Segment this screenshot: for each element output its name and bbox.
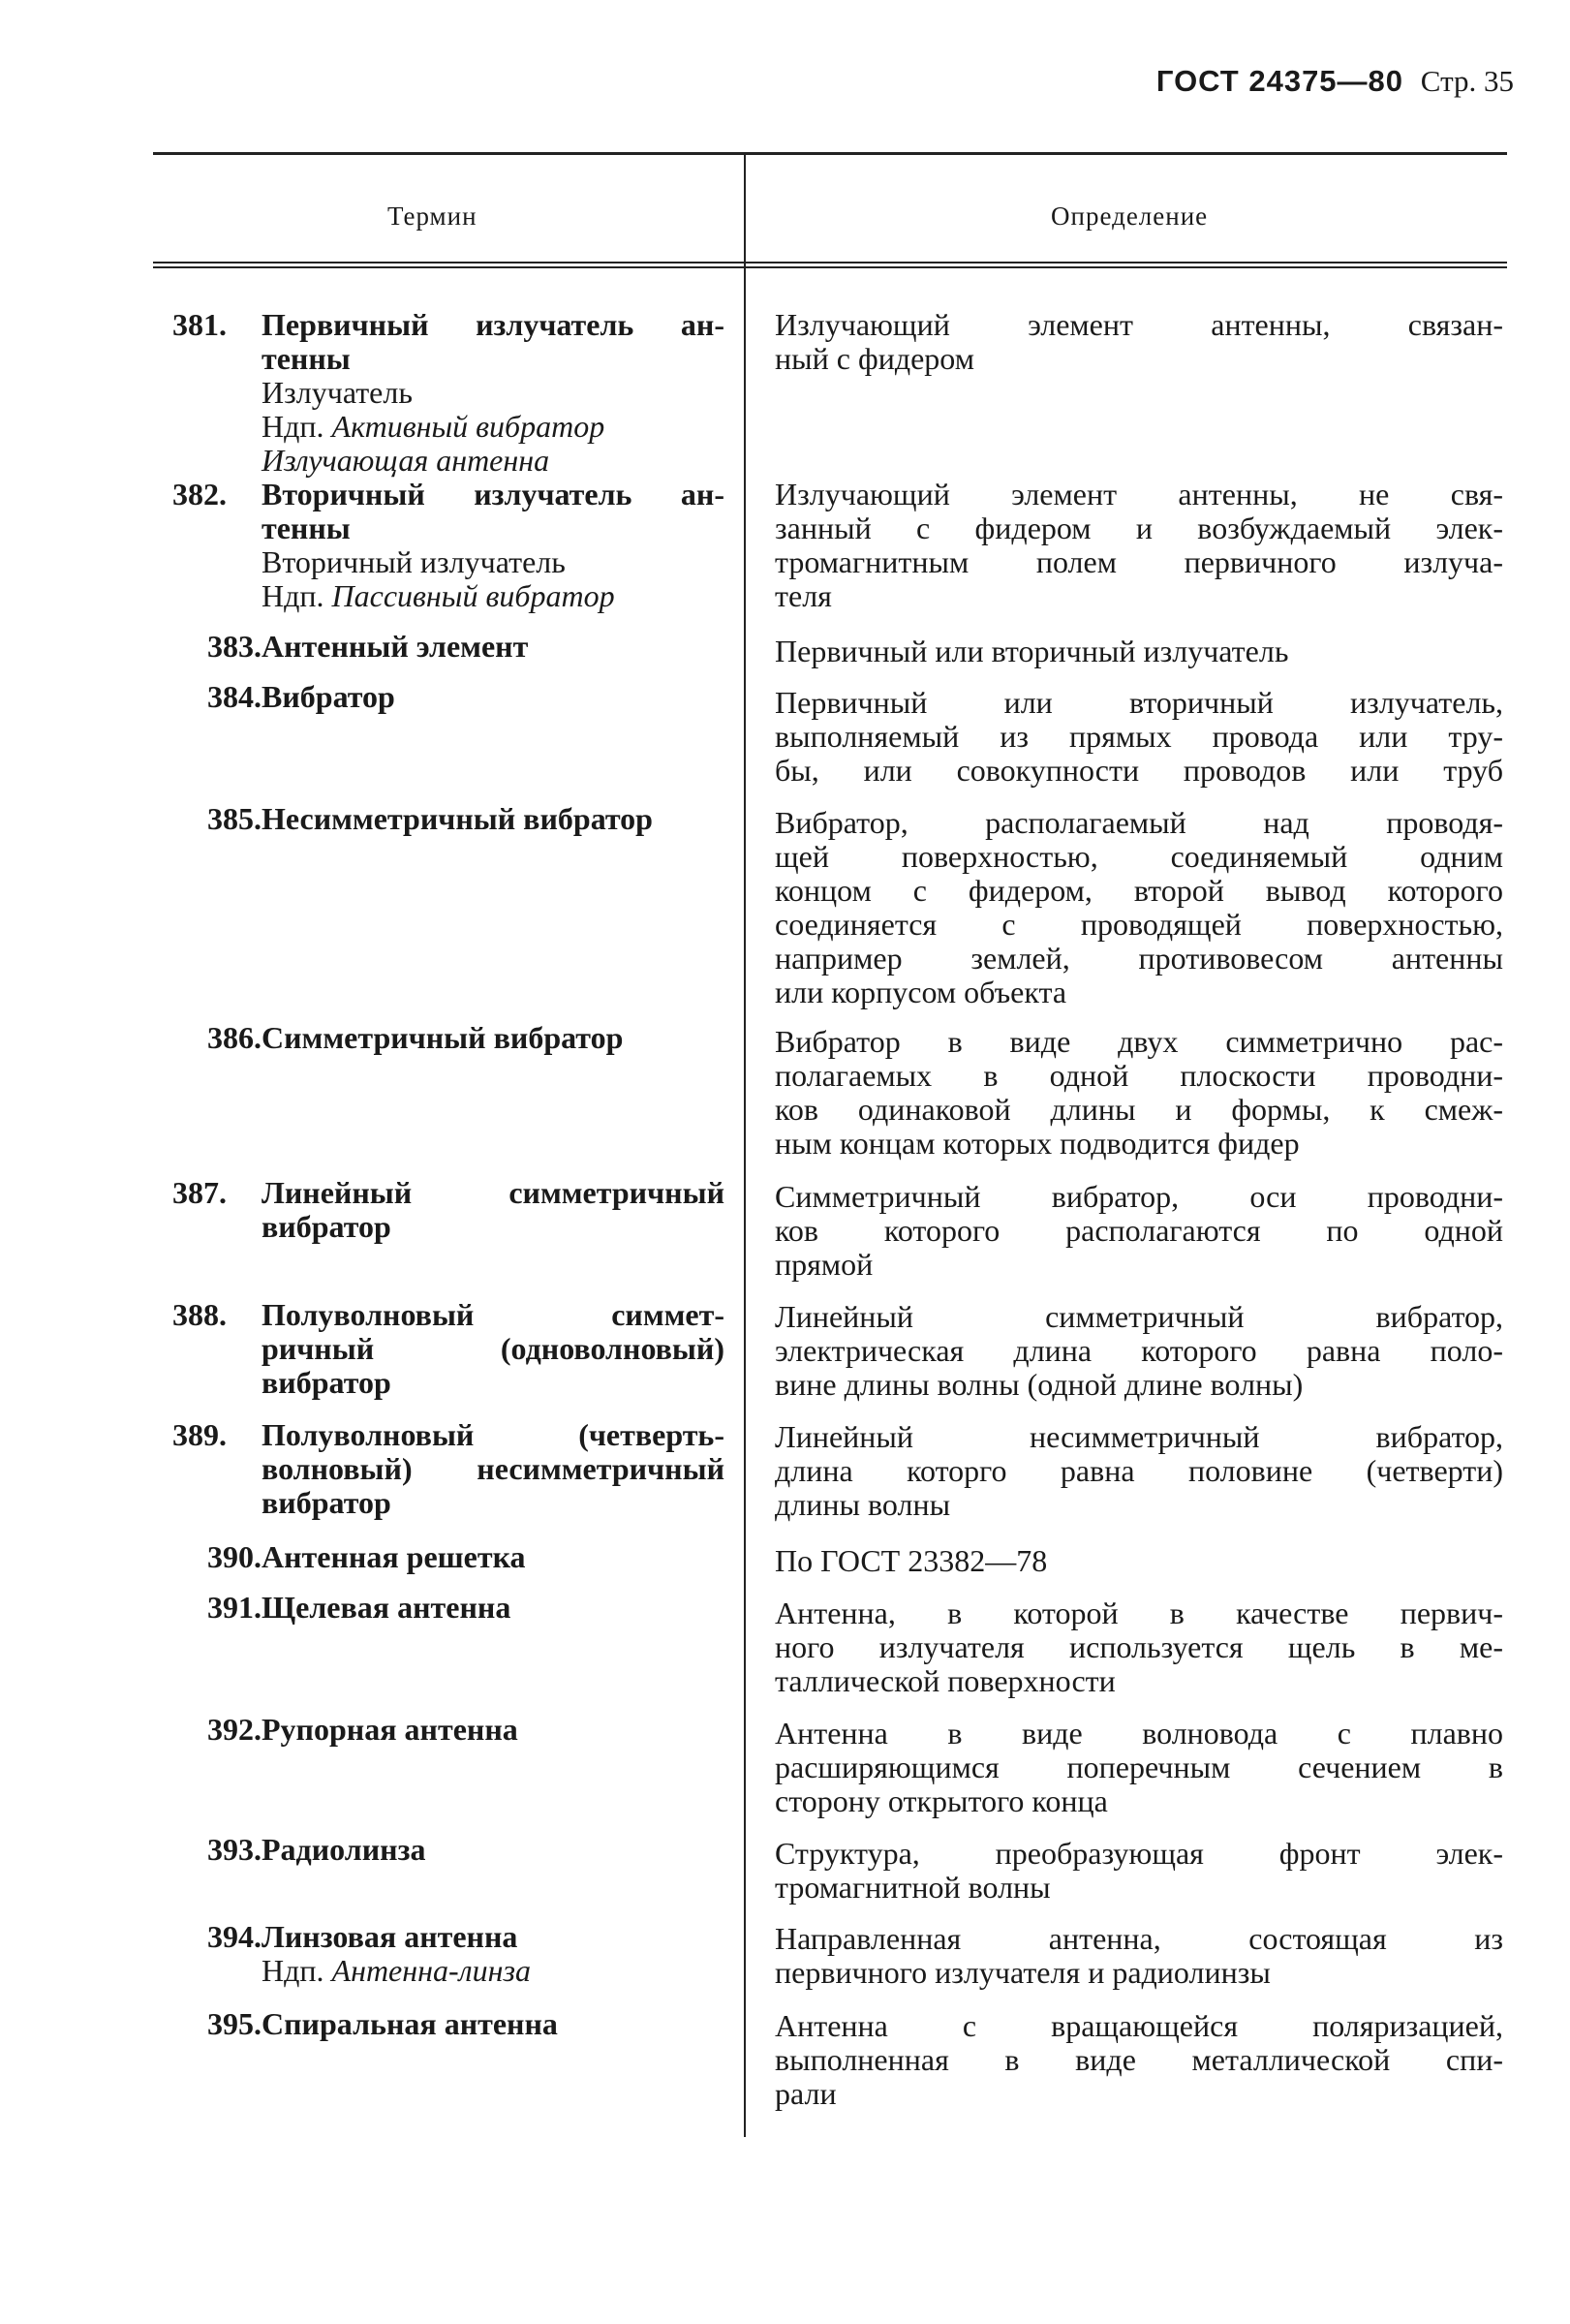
term-name: Симметричный вибратор bbox=[262, 1020, 624, 1055]
term-name: Вторичный излучатель ан- bbox=[262, 477, 724, 511]
term-number: 390. bbox=[207, 1539, 262, 1574]
term-name-cont: вибратор bbox=[262, 1485, 391, 1520]
term-391 bbox=[172, 1591, 724, 1625]
term-393 bbox=[172, 1833, 724, 1867]
term-synonym: Вторичный излучатель bbox=[262, 544, 566, 579]
term-name: Первичный излучатель ан- bbox=[262, 307, 724, 342]
term-number: 387. bbox=[172, 1175, 227, 1210]
term-385 bbox=[172, 802, 724, 836]
page-number: Стр. 35 bbox=[1420, 64, 1514, 98]
term-number: 394. bbox=[207, 1919, 262, 1954]
definition-385: Вибратор, располагаемый над проводя- щей поверхностью, соединяемый одним концом с фидером, второй вывод которого соединяется с проводящей поверхностью, например землей, противовесом антенны или корпусом объекта bbox=[775, 805, 1503, 1009]
ndp-term: Антенна-линза bbox=[331, 1953, 531, 1988]
definition-394: Направленная антенна, состоящая из первичного излучателя и радиолинзы bbox=[775, 1921, 1503, 1990]
term-number: 385. bbox=[207, 801, 262, 836]
term-name: Рупорная антенна bbox=[262, 1712, 518, 1747]
column-header-term: Термин bbox=[387, 201, 477, 231]
table-header-rule bbox=[153, 262, 1507, 268]
column-divider bbox=[744, 155, 746, 2137]
term-number: 393. bbox=[207, 1832, 262, 1867]
term-number: 383. bbox=[207, 629, 262, 664]
term-name: Полуволновый симмет- bbox=[262, 1297, 724, 1332]
term-name: Линзовая антенна bbox=[262, 1919, 518, 1954]
term-383 bbox=[172, 630, 724, 664]
term-number: 386. bbox=[207, 1020, 262, 1055]
term-number: 384. bbox=[207, 679, 262, 714]
term-name-cont: тенны bbox=[262, 341, 351, 376]
term-name: Щелевая антенна bbox=[262, 1590, 511, 1625]
table-top-rule bbox=[153, 152, 1507, 155]
definition-392: Антенна в виде волновода с плавно расширяющимся поперечным сечением в сторону открытого конца bbox=[775, 1716, 1503, 1818]
term-number: 381. bbox=[172, 307, 227, 342]
term-name-cont: ричный (одноволновый) bbox=[262, 1331, 724, 1366]
definition-383: Первичный или вторичный излучатель bbox=[775, 634, 1289, 668]
term-395 bbox=[172, 2007, 724, 2041]
term-381 bbox=[172, 308, 724, 478]
definition-393: Структура, преобразующая фронт элек- тромагнитной волны bbox=[775, 1836, 1503, 1905]
ndp-label: Ндп. bbox=[262, 1953, 324, 1988]
page-header bbox=[1156, 64, 1514, 99]
term-389 bbox=[172, 1418, 724, 1520]
definition-395: Антенна с вращающейся поляризацией, выполненная в виде металлической спи- рали bbox=[775, 2008, 1503, 2111]
term-name: Вибратор bbox=[262, 679, 395, 714]
definition-384: Первичный или вторичный излучатель, выполняемый из прямых провода или тру- бы, или совокупности проводов или труб bbox=[775, 685, 1503, 788]
term-name: Антенная решетка bbox=[262, 1539, 526, 1574]
term-number: 389. bbox=[172, 1417, 227, 1452]
definition-388: Линейный симметричный вибратор, электрическая длина которого равна поло- вине длины волны (одной длине волны) bbox=[775, 1299, 1503, 1402]
term-name: Полуволновый (четверть- bbox=[262, 1417, 724, 1452]
term-number: 388. bbox=[172, 1297, 227, 1332]
term-390 bbox=[172, 1540, 724, 1574]
column-header-definition: Определение bbox=[1051, 201, 1209, 231]
term-name: Несимметричный вибратор bbox=[262, 801, 653, 836]
term-name-cont: вибратор bbox=[262, 1209, 391, 1244]
definition-386: Вибратор в виде двух симметрично рас- полагаемых в одной плоскости проводни- ков одинаковой длины и формы, к смеж- ным концам которых подводится фидер bbox=[775, 1024, 1503, 1161]
term-name: Линейный симметричный bbox=[262, 1175, 724, 1210]
term-name: Антенный элемент bbox=[262, 629, 529, 664]
definition-382: Излучающий элемент антенны, не свя- занный с фидером и возбуждаемый элек- тромагнитным полем первичного излуча- теля bbox=[775, 477, 1503, 613]
term-394 bbox=[172, 1920, 724, 1988]
definition-387: Симметричный вибратор, оси проводни- ков которого располагаются по одной прямой bbox=[775, 1179, 1503, 1282]
term-number: 391. bbox=[207, 1590, 262, 1625]
definition-381: Излучающий элемент антенны, связан- ный с фидером bbox=[775, 307, 1503, 376]
term-382 bbox=[172, 478, 724, 613]
term-number: 392. bbox=[207, 1712, 262, 1747]
term-number: 395. bbox=[207, 2006, 262, 2041]
term-386 bbox=[172, 1021, 724, 1055]
term-387 bbox=[172, 1176, 724, 1244]
term-name-cont: вибратор bbox=[262, 1365, 391, 1400]
term-name: Радиолинза bbox=[262, 1832, 426, 1867]
ndp-label: Ндп. bbox=[262, 409, 324, 444]
standard-number: ГОСТ 24375—80 bbox=[1155, 64, 1404, 98]
term-number: 382. bbox=[172, 477, 227, 511]
term-384 bbox=[172, 680, 724, 714]
term-388 bbox=[172, 1298, 724, 1400]
term-name: Спиральная антенна bbox=[262, 2006, 558, 2041]
ndp-term: Активный вибратор bbox=[331, 409, 605, 444]
term-synonym: Излучатель bbox=[262, 375, 413, 410]
term-name-cont: тенны bbox=[262, 511, 351, 545]
term-392 bbox=[172, 1713, 724, 1747]
ndp-label: Ндп. bbox=[262, 578, 324, 613]
definition-389: Линейный несимметричный вибратор, длина которго равна половине (четверти) длины волны bbox=[775, 1419, 1503, 1522]
definition-391: Антенна, в которой в качестве первич- ного излучателя используется щель в ме- таллической поверхности bbox=[775, 1596, 1503, 1698]
term-name-cont: волновый) несимметричный bbox=[262, 1451, 724, 1486]
ndp-term: Пассивный вибратор bbox=[331, 578, 615, 613]
definition-390: По ГОСТ 23382—78 bbox=[775, 1543, 1048, 1578]
ndp-term: Излучающая антенна bbox=[262, 443, 550, 478]
